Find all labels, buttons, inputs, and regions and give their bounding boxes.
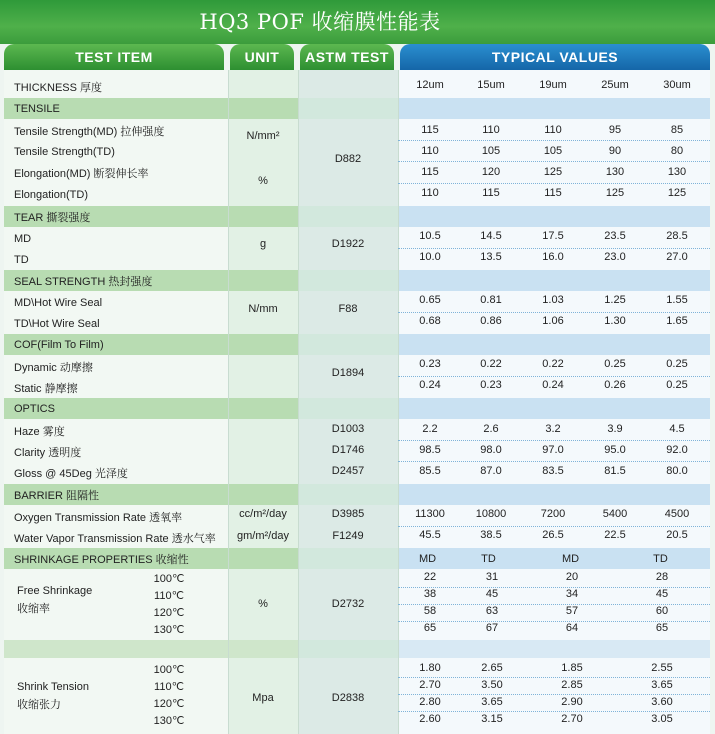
value-cell: 7200 [540,508,566,520]
value-cell: 22.5 [604,529,626,541]
section-band-right [398,270,710,291]
astm-code: D1922 [331,238,365,250]
value-cell: 1.80 [419,662,441,674]
value-cell: 105 [543,145,563,157]
direction-label: TD [481,552,496,565]
value-cell: 0.24 [542,379,564,391]
row-label: Tensile Strength(MD) 拉伸强度 [14,125,165,138]
value-cell: 60 [655,605,669,617]
row-label: Static 静摩擦 [14,382,78,395]
unit-label: % [258,175,268,187]
value-cell: 0.23 [480,379,502,391]
value-cell: 115 [421,166,439,178]
value-cell: 10.0 [419,251,441,263]
value-cell: 80.0 [666,465,688,477]
header-astm-test: ASTM TEST [300,44,394,70]
value-cell: 0.24 [419,379,441,391]
value-cell: 0.81 [480,294,502,306]
temperature-label: 120℃ [153,698,185,710]
section-band-right [398,206,710,227]
section-band-right [398,484,710,505]
value-cell: 64 [565,622,579,634]
unit-label: Mpa [252,692,274,704]
value-cell: 120 [481,166,501,178]
free-shrinkage-label-cn: 收缩率 [17,603,50,615]
astm-code: D1894 [331,367,365,379]
temperature-label: 130℃ [153,624,185,636]
unit-label: % [258,598,268,610]
value-cell: 5400 [602,508,628,520]
value-cell: 2.85 [561,679,583,691]
astm-code: D2732 [331,598,365,610]
value-cell: 3.15 [481,713,503,725]
value-cell: 27.0 [666,251,688,263]
page-title: HQ3 POF 收缩膜性能表 [199,10,441,34]
value-cell: 110 [544,124,562,136]
section-title-shrinkage: SHRINKAGE PROPERTIES 收缩性 [14,553,189,566]
value-cell: 38 [423,588,437,600]
section-band-mid [298,98,398,119]
astm-code: D2838 [331,692,365,704]
temperature-label: 130℃ [153,715,185,727]
astm-code: D3985 [331,508,365,520]
unit-label: gm/m²/day [237,530,289,542]
row-label: Water Vapor Transmission Rate 透水气率 [14,532,216,545]
value-cell: 83.5 [542,465,564,477]
value-cell: 45 [485,588,499,600]
astm-code: F1249 [332,530,364,542]
value-cell: 0.22 [542,358,564,370]
value-cell: 80 [670,145,684,157]
section-band-mid [298,270,398,291]
thickness-value: 12um [416,79,444,91]
value-cell: 0.65 [419,294,441,306]
value-cell: 28.5 [666,230,688,242]
value-cell: 87.0 [480,465,502,477]
value-cell: 125 [667,187,687,199]
astm-code: D2457 [331,465,365,477]
row-label: Elongation(MD) 断裂伸长率 [14,167,149,180]
value-cell: 115 [421,124,439,136]
astm-code: F88 [338,303,358,315]
value-cell: 98.5 [419,444,441,456]
value-cell: 38.5 [480,529,502,541]
value-cell: 110 [421,187,439,199]
value-cell: 2.70 [419,679,441,691]
section-title-optics: OPTICS [14,402,55,415]
value-cell: 3.2 [545,423,561,435]
value-cell: 2.70 [561,713,583,725]
spacer-band-mid [298,640,398,658]
value-cell: 31 [485,571,499,583]
value-cell: 3.65 [651,679,673,691]
section-band-mid [298,398,398,419]
row-label: Clarity 透明度 [14,446,82,459]
direction-label: MD [561,552,580,565]
value-cell: 0.22 [480,358,502,370]
row-label: Dynamic 动摩擦 [14,361,93,374]
value-cell: 1.30 [604,315,626,327]
header-test-item: TEST ITEM [4,44,224,70]
value-cell: 34 [565,588,579,600]
thickness-value: 25um [601,79,629,91]
unit-label: cc/m²/day [239,508,287,520]
value-cell: 2.55 [651,662,673,674]
row-label: Tensile Strength(TD) [14,145,115,158]
value-cell: 2.6 [483,423,499,435]
value-cell: 3.9 [607,423,623,435]
value-cell: 95.0 [604,444,626,456]
value-cell: 22 [423,571,437,583]
value-cell: 65 [423,622,437,634]
unit-label: N/mm [248,303,278,315]
value-cell: 1.03 [542,294,564,306]
value-cell: 0.25 [666,358,688,370]
section-band-right [398,398,710,419]
value-cell: 1.25 [604,294,626,306]
section-title-barrier: BARRIER 阻隔性 [14,489,99,502]
value-cell: 130 [667,166,687,178]
astm-code: D882 [334,153,362,165]
value-cell: 13.5 [480,251,502,263]
temperature-label: 100℃ [153,664,185,676]
value-cell: 95 [608,124,622,136]
value-cell: 17.5 [542,230,564,242]
section-band-right [398,334,710,355]
section-band-mid [298,548,398,569]
value-cell: 10.5 [419,230,441,242]
temperature-label: 110℃ [154,590,184,602]
row-label: TD [14,253,29,266]
header-typical-values: TYPICAL VALUES [400,44,710,70]
value-cell: 85.5 [419,465,441,477]
value-cell: 23.5 [604,230,626,242]
shrink-tension-label: Shrink Tension [17,681,89,693]
header-unit: UNIT [230,44,294,70]
value-cell: 110 [482,124,500,136]
value-cell: 2.65 [481,662,503,674]
value-cell: 0.68 [419,315,441,327]
value-cell: 65 [655,622,669,634]
section-band-mid [298,334,398,355]
value-cell: 23.0 [604,251,626,263]
section-band-mid [298,484,398,505]
value-cell: 57 [565,605,579,617]
thickness-value: 30um [663,79,691,91]
value-cell: 3.65 [481,696,503,708]
value-cell: 92.0 [666,444,688,456]
value-cell: 115 [544,187,562,199]
astm-code: D1746 [331,444,365,456]
value-cell: 2.80 [419,696,441,708]
thickness-label: THICKNESS 厚度 [14,82,103,94]
value-cell: 20 [565,571,579,583]
value-cell: 2.90 [561,696,583,708]
thickness-value: 15um [477,79,505,91]
spacer-band-right [398,640,710,658]
value-cell: 3.60 [651,696,673,708]
value-cell: 10800 [475,508,507,520]
value-cell: 115 [482,187,500,199]
value-cell: 3.50 [481,679,503,691]
unit-label: g [259,238,267,250]
value-cell: 45.5 [419,529,441,541]
unit-label: N/mm² [246,130,280,142]
value-cell: 2.2 [422,423,438,435]
astm-code: D1003 [331,423,365,435]
value-cell: 4.5 [669,423,685,435]
value-cell: 2.60 [419,713,441,725]
column-divider [398,70,399,734]
section-band-right [398,98,710,119]
value-cell: 130 [605,166,625,178]
temperature-label: 120℃ [153,607,185,619]
value-cell: 11300 [415,508,445,520]
spacer-band [4,640,298,658]
temperature-label: 100℃ [153,573,185,585]
value-cell: 85 [670,124,684,136]
value-cell: 1.85 [561,662,583,674]
value-cell: 3.05 [651,713,673,725]
value-cell: 1.06 [542,315,564,327]
value-cell: 1.65 [666,315,688,327]
value-cell: 28 [655,571,669,583]
section-title-tensile: TENSILE [14,102,60,115]
value-cell: 105 [481,145,501,157]
free-shrinkage-label: Free Shrinkage [17,585,93,597]
value-cell: 58 [423,605,437,617]
value-cell: 90 [608,145,622,157]
row-label: Oxygen Transmission Rate 透氧率 [14,511,183,524]
row-label: TD\Hot Wire Seal [14,317,100,330]
section-title-seal: SEAL STRENGTH 热封强度 [14,275,153,288]
value-cell: 16.0 [542,251,564,263]
thickness-value: 19um [539,79,567,91]
column-divider [298,70,299,734]
value-cell: 125 [605,187,625,199]
value-cell: 63 [485,605,499,617]
direction-label: TD [653,552,668,565]
row-label: Elongation(TD) [14,188,88,201]
value-cell: 26.5 [542,529,564,541]
section-band-mid [298,206,398,227]
value-cell: 20.5 [666,529,688,541]
value-cell: 45 [655,588,669,600]
value-cell: 98.0 [480,444,502,456]
value-cell: 0.26 [604,379,626,391]
value-cell: 110 [421,145,439,157]
shrink-tension-label-cn: 收缩张力 [17,699,61,711]
value-cell: 97.0 [542,444,564,456]
value-cell: 1.55 [666,294,688,306]
value-cell: 4500 [664,508,690,520]
section-title-cof: COF(Film To Film) [14,338,104,351]
value-cell: 0.25 [666,379,688,391]
section-title-tear: TEAR 撕裂强度 [14,211,91,224]
value-cell: 0.25 [604,358,626,370]
temperature-label: 110℃ [154,681,184,693]
row-label: Haze 雾度 [14,425,65,438]
direction-label: MD [418,552,437,565]
value-cell: 14.5 [480,230,502,242]
value-cell: 67 [485,622,499,634]
column-divider [228,70,229,734]
value-cell: 0.23 [419,358,441,370]
row-label: MD\Hot Wire Seal [14,296,103,309]
row-label: Gloss @ 45Deg 光泽度 [14,467,128,480]
value-cell: 125 [543,166,563,178]
row-label: MD [14,232,32,245]
value-cell: 81.5 [604,465,626,477]
value-cell: 0.86 [480,315,502,327]
